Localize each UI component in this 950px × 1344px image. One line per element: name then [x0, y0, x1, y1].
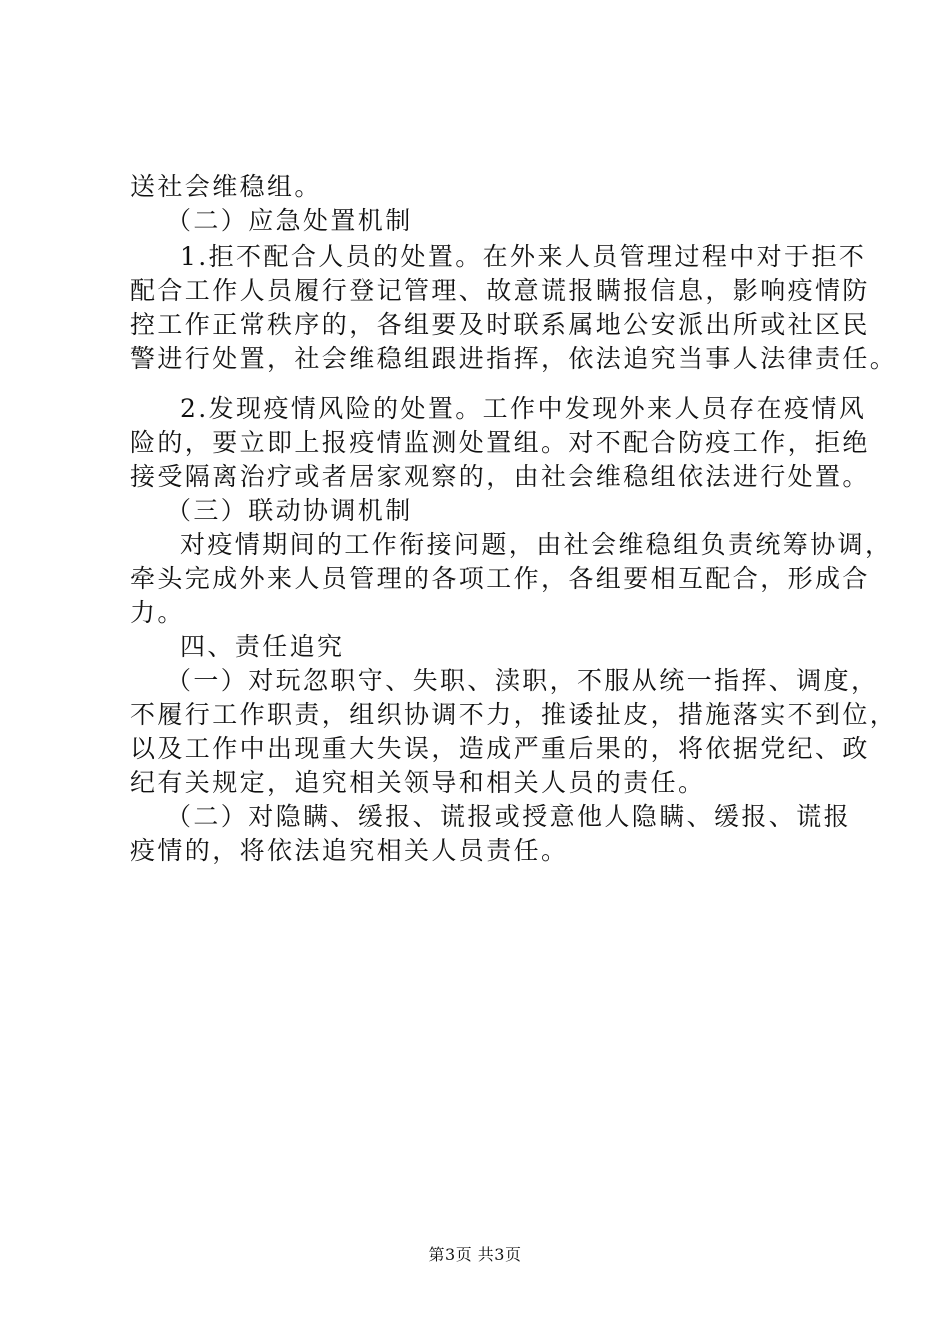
text-line: 送社会维稳组。	[130, 172, 322, 201]
text-line: 疫情的，将依法追究相关人员责任。	[130, 836, 569, 865]
text-line: 险的，要立即上报疫情监测处置组。对不配合防疫工作，拒绝	[130, 428, 870, 457]
page-footer: 第3页 共3页	[428, 1245, 522, 1264]
section-heading: （二）应急处置机制	[166, 206, 413, 235]
section-heading: 四、责任追究	[180, 632, 345, 661]
text-line: 力。	[130, 598, 185, 627]
text-line: 控工作正常秩序的，各组要及时联系属地公安派出所或社区民	[130, 310, 870, 339]
text-line: 2.发现疫情风险的处置。工作中发现外来人员存在疫情风	[180, 394, 867, 423]
text-line: 接受隔离治疗或者居家观察的，由社会维稳组依法进行处置。	[130, 462, 870, 491]
text-line: 1.拒不配合人员的处置。在外来人员管理过程中对于拒不	[180, 242, 867, 271]
section-heading: （三）联动协调机制	[166, 496, 413, 525]
text-line: 纪有关规定，追究相关领导和相关人员的责任。	[130, 768, 706, 797]
text-line: 以及工作中出现重大失误，造成严重后果的，将依据党纪、政	[130, 734, 870, 763]
text-line: （二）对隐瞒、缓报、谎报或授意他人隐瞒、缓报、谎报	[166, 802, 852, 831]
text-line: （一）对玩忽职守、失职、渎职，不服从统一指挥、调度，	[166, 666, 879, 695]
text-line: 对疫情期间的工作衔接问题，由社会维稳组负责统筹协调，	[180, 530, 893, 559]
text-line: 配合工作人员履行登记管理、故意谎报瞒报信息，影响疫情防	[130, 276, 870, 305]
text-line: 牵头完成外来人员管理的各项工作，各组要相互配合，形成合	[130, 564, 870, 593]
text-line: 警进行处置，社会维稳组跟进指挥，依法追究当事人法律责任。	[130, 344, 898, 373]
text-line: 不履行工作职责，组织协调不力，推诿扯皮，措施落实不到位，	[130, 700, 898, 729]
